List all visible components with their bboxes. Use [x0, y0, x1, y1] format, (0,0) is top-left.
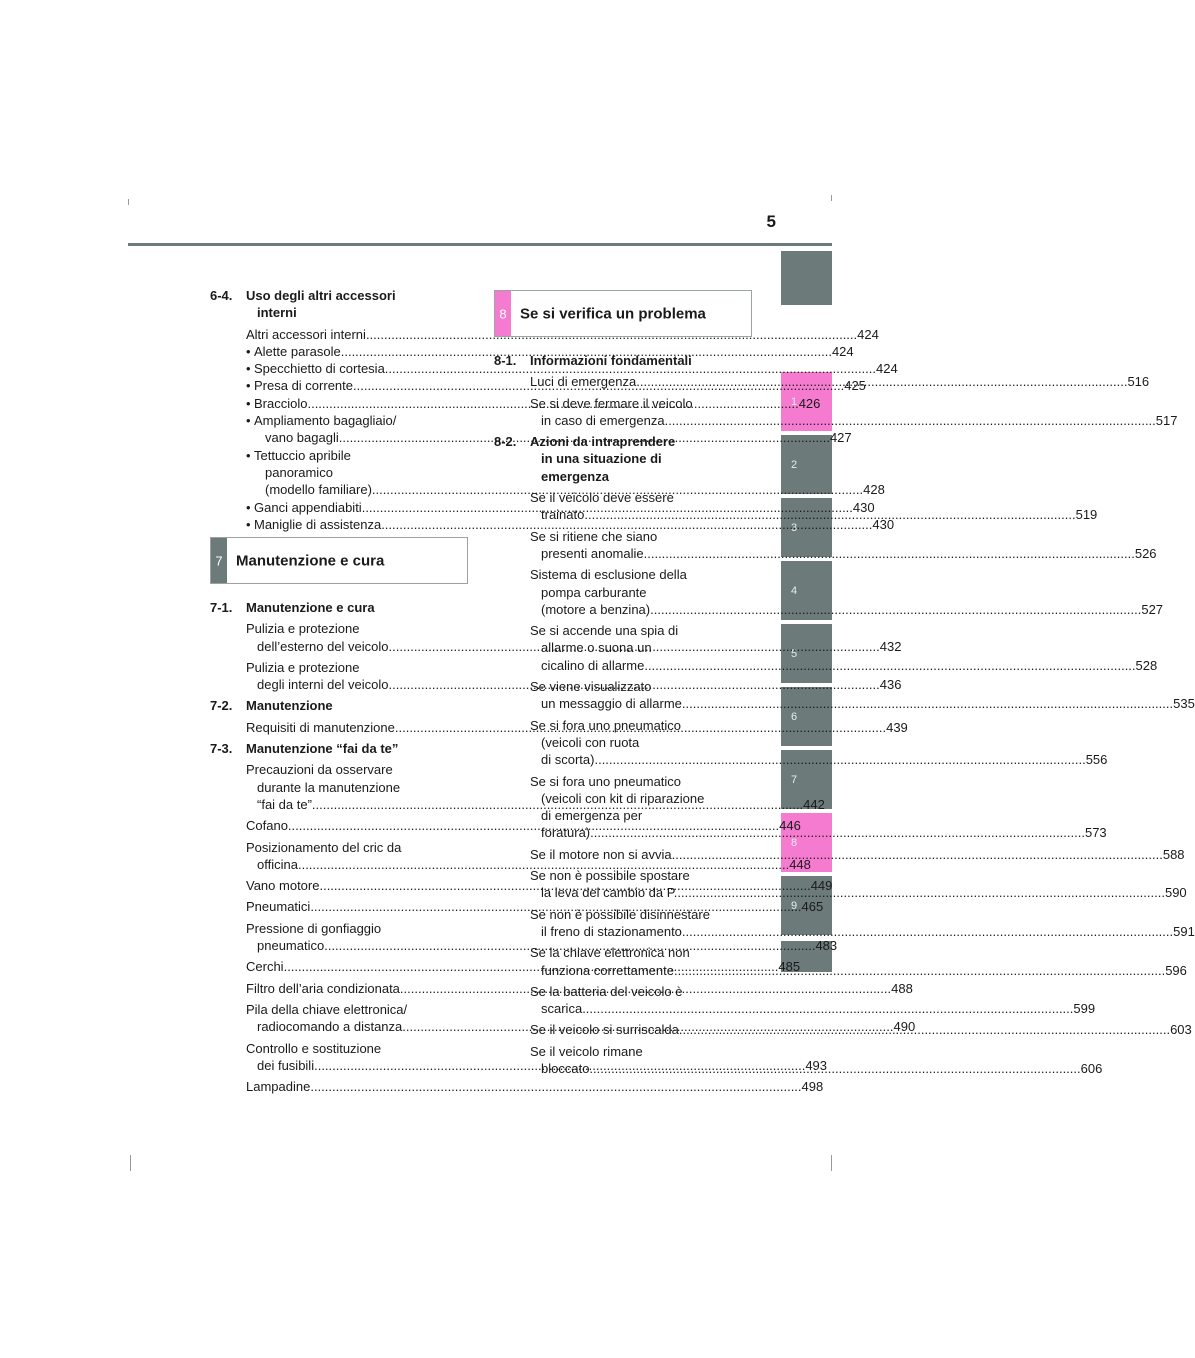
- toc-subentry[interactable]: • Specchietto di cortesia ..... 424: [210, 360, 458, 377]
- toc-entry[interactable]: Se si deve fermare il veicolo in caso di emergenza ..... 517: [494, 395, 741, 430]
- toc-entry[interactable]: Se la chiave elettronica non funziona correttamente ..... 596: [494, 944, 741, 979]
- chapter-tab-label: 3: [791, 521, 798, 534]
- toc-entry[interactable]: Luci di emergenza ..... 516: [494, 373, 741, 390]
- chapter-8-heading[interactable]: [494, 290, 752, 337]
- toc-entry[interactable]: Se si ritiene che siano presenti anomalie ..... 526: [494, 528, 741, 563]
- toc-subentry[interactable]: • Ganci appendiabiti ..... 430: [210, 499, 458, 516]
- toc-entry[interactable]: Pulizia e protezione dell’esterno del veicolo ..... 432: [210, 620, 458, 655]
- toc-entry[interactable]: Altri accessori interni ..... 424: [210, 326, 458, 343]
- toc-entry[interactable]: Se il veicolo rimane bloccato ..... 606: [494, 1043, 741, 1078]
- toc-entry[interactable]: Precauzioni da osservare durante la manutenzione “fai da te” ..... 442: [210, 761, 458, 813]
- toc-entry[interactable]: Se si fora uno pneumatico (veicoli con kit di riparazione di emergenza per foratura). ..... 573: [494, 773, 741, 842]
- toc-entry[interactable]: Se si fora uno pneumatico (veicoli con ruota di scorta) ..... 556: [494, 717, 741, 769]
- chapter-tab-label: 6: [791, 710, 798, 723]
- toc-entry[interactable]: Controllo e sostituzione dei fusibili ..... 493: [210, 1040, 458, 1075]
- header-rule: [128, 243, 832, 246]
- chapter-tab-label: 9: [791, 899, 798, 912]
- toc-subentry[interactable]: • Bracciolo ..... 426: [210, 395, 458, 412]
- toc-subentry[interactable]: • Maniglie di assistenza ..... 430: [210, 516, 458, 533]
- toc-entry[interactable]: Se viene visualizzato un messaggio di allarme ..... 535: [494, 678, 741, 713]
- toc-subentry[interactable]: • Alette parasole ..... 424: [210, 343, 458, 360]
- toc-entry[interactable]: Se non è possibile disinnestare il freno di stazionamento ..... 591: [494, 906, 741, 941]
- toc-subentry[interactable]: • Presa di corrente ..... 425: [210, 377, 458, 394]
- section-heading: 8-2. Azioni da intraprendere in una situazione di emergenza: [494, 434, 676, 484]
- chapter-title: Manutenzione e cura: [236, 552, 385, 569]
- section-heading: 7-3. Manutenzione “fai da te”: [210, 741, 399, 757]
- section-heading: 6-4. Uso degli altri accessori interni: [210, 288, 396, 321]
- toc-entry[interactable]: Requisiti di manutenzione ..... 439: [210, 719, 458, 736]
- toc-entry[interactable]: Se il veicolo deve essere trainato ..... 519: [494, 489, 741, 524]
- chapter-badge: 8: [495, 291, 511, 336]
- toc-entry[interactable]: Lampadine ..... 498: [210, 1078, 458, 1095]
- chapter-tab-label: 2: [791, 458, 798, 471]
- chapter-tab-label: 8: [791, 836, 798, 849]
- toc-entry[interactable]: Filtro dell’aria condizionata ..... 488: [210, 980, 458, 997]
- toc-entry[interactable]: Sistema di esclusione della pompa carburante (motore a benzina) ..... 527: [494, 566, 741, 618]
- toc-entry[interactable]: Se non è possibile spostare la leva del cambio da P ..... 590: [494, 867, 741, 902]
- chapter-tab-label: 4: [791, 584, 798, 597]
- toc-entry[interactable]: Pneumatici ..... 465: [210, 898, 458, 915]
- section-heading: 8-1. Informazioni fondamentali: [494, 353, 692, 368]
- crop-mark: [831, 195, 832, 201]
- chapter-tab-label: 1: [791, 395, 798, 408]
- chapter-tab-blank-top[interactable]: [781, 251, 832, 305]
- chapter-badge: 7: [211, 538, 227, 583]
- toc-entry[interactable]: Se il motore non si avvia ..... 588: [494, 846, 741, 863]
- crop-mark: [831, 1155, 832, 1171]
- toc-subentry[interactable]: • Ampliamento bagagliaio/ vano bagagli ..... 427: [210, 412, 458, 447]
- toc-entry[interactable]: Posizionamento del cric da officina ..... 448: [210, 839, 458, 874]
- crop-mark: [130, 1155, 131, 1171]
- toc-entry[interactable]: Pila della chiave elettronica/ radiocomando a distanza ..... 490: [210, 1001, 458, 1036]
- toc-entry[interactable]: Se si accende una spia di allarme o suona un cicalino di allarme ..... 528: [494, 622, 741, 674]
- chapter-title: Se si verifica un problema: [520, 305, 706, 322]
- chapter-tab-label: 7: [791, 773, 798, 786]
- toc-entry[interactable]: Pulizia e protezione degli interni del veicolo ..... 436: [210, 659, 458, 694]
- page-number: 5: [766, 212, 776, 231]
- toc-subentry[interactable]: • Tettuccio apribile panoramico (modello familiare) ..... 428: [210, 447, 458, 499]
- toc-entry[interactable]: Pressione di gonfiaggio pneumatico ..... 483: [210, 920, 458, 955]
- toc-entry[interactable]: Se la batteria del veicolo è scarica ..... 599: [494, 983, 741, 1018]
- section-heading: 7-2. Manutenzione: [210, 698, 333, 714]
- section-heading: 7-1. Manutenzione e cura: [210, 600, 375, 615]
- chapter-tab-label: 5: [791, 647, 798, 660]
- crop-mark: [128, 199, 129, 205]
- toc-entry[interactable]: Cofano ..... 446: [210, 817, 458, 834]
- toc-entry[interactable]: Se il veicolo si surriscalda ..... 603: [494, 1021, 741, 1038]
- chapter-7-heading[interactable]: [210, 537, 468, 584]
- toc-entry[interactable]: Cerchi. ..... 485: [210, 958, 458, 975]
- toc-entry[interactable]: Vano motore ..... 449: [210, 877, 458, 894]
